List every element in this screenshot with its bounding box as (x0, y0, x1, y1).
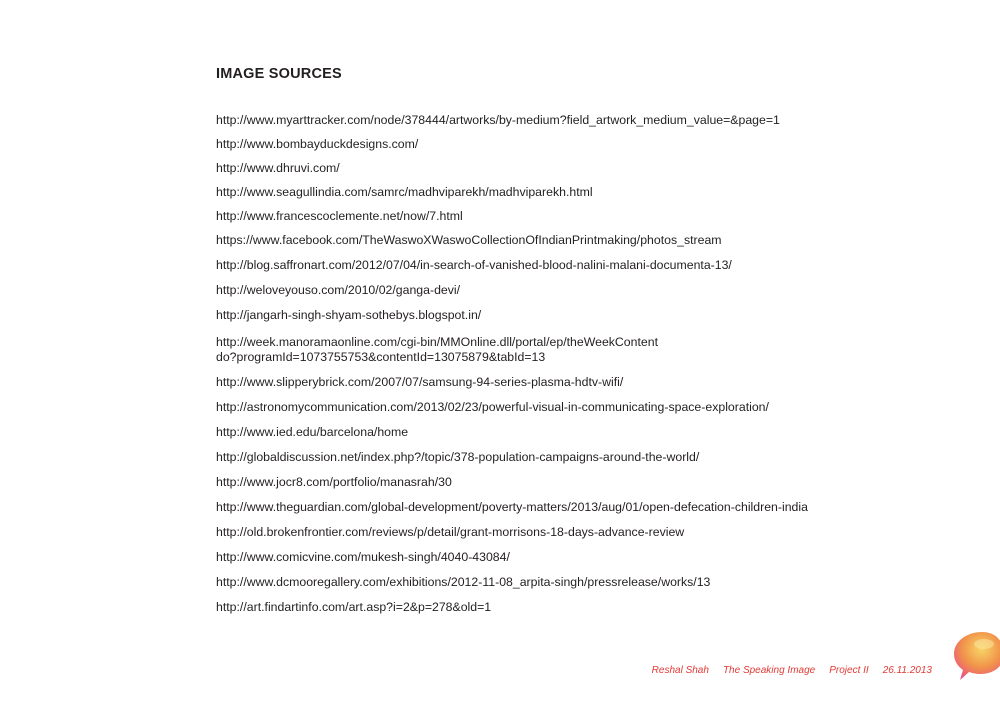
source-url-line: http://www.seagullindia.com/samrc/madhviparekh/madhviparekh.html (216, 185, 593, 199)
source-link (216, 500, 976, 515)
source-link (216, 525, 976, 540)
source-link (216, 233, 976, 248)
source-link (216, 400, 976, 415)
source-link (216, 335, 976, 365)
source-url-line: http://www.jocr8.com/portfolio/manasrah/30 (216, 475, 452, 489)
speech-bubble-icon (954, 630, 1000, 682)
source-link (216, 425, 976, 440)
source-url-line: do?programId=1073755753&contentId=13075879&tabId=13 (216, 350, 546, 364)
source-link (216, 600, 976, 615)
source-url-line: http://www.comicvine.com/mukesh-singh/4040-43084/ (216, 550, 510, 564)
page-footer (652, 665, 932, 676)
source-url-line: http://www.dcmooregallery.com/exhibitions/2012-11-08_arpita-singh/pressrelease/works/13 (216, 575, 711, 589)
source-link (216, 283, 976, 298)
source-url-line: http://weloveyouso.com/2010/02/ganga-devi/ (216, 283, 461, 297)
source-link (216, 450, 976, 465)
source-link (216, 475, 976, 490)
source-link (216, 575, 976, 590)
source-link (216, 308, 976, 323)
source-url-line: https://www.facebook.com/TheWaswoXWaswoCollectionOfIndianPrintmaking/photos_stream (216, 233, 722, 247)
source-url-line: http://globaldiscussion.net/index.php?/topic/378-population-campaigns-around-the-world/ (216, 450, 700, 464)
page-title: IMAGE SOURCES (216, 66, 342, 82)
source-link (216, 209, 976, 224)
footer-date: 26.11.2013 (882, 665, 932, 676)
source-url-line: http://week.manoramaonline.com/cgi-bin/MMOnline.dll/portal/ep/theWeekContent (216, 335, 658, 349)
footer-project: Project II (829, 665, 869, 676)
source-link (216, 375, 976, 390)
footer-author: Reshal Shah (651, 665, 709, 676)
source-link (216, 185, 976, 200)
source-link (216, 161, 976, 176)
source-url-line: http://www.dhruvi.com/ (216, 161, 340, 175)
source-link (216, 113, 976, 128)
source-list (216, 113, 976, 615)
source-url-line: http://www.ied.edu/barcelona/home (216, 425, 409, 439)
source-url-line: http://www.myarttracker.com/node/378444/artworks/by-medium?field_artwork_medium_value=&page=1 (216, 113, 780, 127)
source-url-line: http://www.francescoclemente.net/now/7.html (216, 209, 463, 223)
source-url-line: http://www.theguardian.com/global-development/poverty-matters/2013/aug/01/open-defecation-children-india (216, 500, 808, 514)
source-link (216, 550, 976, 565)
source-url-line: http://astronomycommunication.com/2013/02/23/powerful-visual-in-communicating-space-exploration/ (216, 400, 769, 414)
source-url-line: http://www.bombayduckdesigns.com/ (216, 137, 419, 151)
footer-course: The Speaking Image (722, 665, 816, 676)
source-url-line: http://www.slipperybrick.com/2007/07/samsung-94-series-plasma-hdtv-wifi/ (216, 375, 624, 389)
source-url-line: http://jangarh-singh-shyam-sothebys.blogspot.in/ (216, 308, 482, 322)
source-url-line: http://art.findartinfo.com/art.asp?i=2&p=278&old=1 (216, 600, 492, 614)
source-url-line: http://old.brokenfrontier.com/reviews/p/detail/grant-morrisons-18-days-advance-review (216, 525, 685, 539)
source-link (216, 258, 976, 273)
source-link (216, 137, 976, 152)
source-url-line: http://blog.saffronart.com/2012/07/04/in-search-of-vanished-blood-nalini-malani-documenta-13/ (216, 258, 732, 272)
